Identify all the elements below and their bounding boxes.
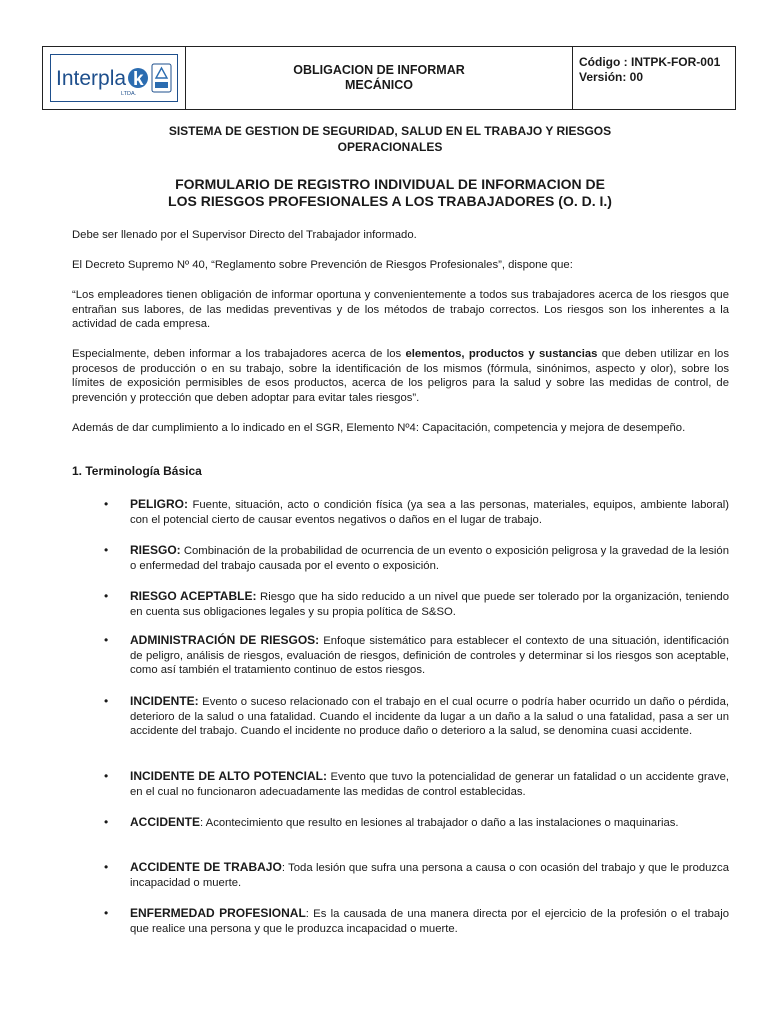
term-label: ACCIDENTE DE TRABAJO: [130, 860, 282, 874]
term-definition: : Es la causada de una manera directa por el ejercicio de la profesión o el trabajo que realice una persona y que le produzca incapacidad o muerte.: [130, 908, 729, 935]
term-label: INCIDENTE DE ALTO POTENCIAL:: [130, 769, 327, 783]
badge-bar: [155, 82, 168, 88]
company-logo: [50, 54, 178, 102]
paragraph-especialmente-a: Especialmente, deben informar a los trabajadores acerca de los: [72, 348, 406, 360]
bullet-icon: •: [104, 589, 109, 603]
form-title: [120, 176, 660, 210]
term-item: [104, 815, 729, 831]
term-definition: Fuente, situación, acto o condición física (ya sea a las personas, materiales, equipos, ambiente laboral) con el potencial cierto de causar eventos negativos o daños en el lugar de trabajo.: [130, 499, 729, 526]
header-title: [186, 47, 573, 109]
term-label: ADMINISTRACIÓN DE RIESGOS:: [130, 633, 320, 647]
header-title-line2: MECÁNICO: [344, 78, 414, 92]
paragraph-sgr: Además de dar cumplimiento a lo indicado en el SGR, Elemento Nº4: Capacitación, competencia y mejora de desempeño.: [72, 422, 686, 434]
term-label: INCIDENTE:: [130, 694, 199, 708]
term-item: [104, 906, 729, 936]
term-item: [104, 694, 729, 739]
logo-wordmark: Interpla: [56, 67, 127, 90]
term-text: [130, 906, 729, 936]
paragraph-especialmente-bold: elementos, productos y sustancias: [405, 348, 598, 360]
header-code-cell: [573, 47, 735, 109]
term-text: [130, 543, 729, 573]
term-text: [130, 694, 729, 739]
section-title: 1. Terminología Básica: [72, 464, 202, 478]
term-definition: : Toda lesión que sufra una persona a causa o con ocasión del trabajo y que le produzca incapacidad o muerte.: [130, 862, 729, 889]
interplak-logo: [53, 58, 175, 98]
term-definition: Enfoque sistemático para establecer el contexto de una situación, identificación de peligro, análisis de riesgos, evaluación de riesgos, definición de controles y determinar si los riesgos son aceptable, como así también el tratamiento continuo de estos riesgos.: [130, 635, 730, 677]
paragraph-supervisor: Debe ser llenado por el Supervisor Directo del Trabajador informado.: [72, 229, 417, 241]
term-definition: Combinación de la probabilidad de ocurrencia de un evento o exposición peligrosa y la gravedad de la lesión o enfermedad del trabajo causada por el evento o exposición.: [130, 545, 729, 572]
term-label: PELIGRO:: [130, 497, 189, 511]
bullet-icon: •: [104, 860, 109, 874]
bullet-icon: •: [104, 543, 109, 557]
term-text: [130, 769, 729, 799]
term-item: [104, 543, 729, 573]
logo-k: k: [133, 69, 144, 90]
paragraph-especialmente-c: que deben utilizar en los procesos de producción o en su trabajo, sobre la identificación de los mismos (fórmula, sinónimos, aspecto y olor), sobre los límites de exposición permisibles de esos productos, acerca de los peligros para la salud y sobre las medidas de control, de prevención y protección que deben adoptar para evitar tales riesgos”.: [72, 348, 729, 404]
bullet-icon: •: [104, 633, 109, 647]
term-label: RIESGO ACEPTABLE:: [130, 589, 257, 603]
form-title-line1: FORMULARIO DE REGISTRO INDIVIDUAL DE INFORMACION DE: [175, 176, 605, 192]
logo-ltda: LTDA.: [121, 91, 137, 97]
term-text: [130, 860, 729, 890]
term-item: [104, 633, 729, 678]
system-title: SISTEMA DE GESTION DE SEGURIDAD, SALUD EN EL TRABAJO Y RIESGOS OPERACIONALES: [168, 124, 612, 154]
document-code: Código : INTPK-FOR-001: [579, 55, 721, 69]
term-text: [130, 815, 729, 831]
paragraph-especialmente: [72, 347, 729, 405]
bullet-icon: •: [104, 694, 109, 708]
bullet-icon: •: [104, 497, 109, 511]
document-version: Versión: 00: [579, 70, 644, 84]
bullet-icon: •: [104, 906, 109, 920]
document-header: [42, 46, 736, 110]
form-title-line2: LOS RIESGOS PROFESIONALES A LOS TRABAJADORES (O. D. I.): [168, 193, 612, 209]
bullet-icon: •: [104, 769, 109, 783]
term-label: RIESGO:: [130, 543, 181, 557]
term-definition: Evento o suceso relacionado con el trabajo en el cual ocurre o podría haber ocurrido un daño o pérdida, deterioro de la salud o una fatalidad. Cuando el incidente da lugar a un daño a la salud o una fatalidad, pasa a ser un accidente del trabajo. Cuando el incidente no produce daño o deterioro a la salud, se denomina cuasi accidente.: [130, 696, 729, 738]
triangle-icon: [156, 68, 167, 78]
term-definition: Riesgo que ha sido reducido a un nivel que puede ser tolerado por la organización, teniendo en cuenta sus obligaciones legales y su propia política de S&SO.: [130, 591, 729, 618]
term-label: ACCIDENTE: [130, 815, 201, 829]
term-item: [104, 860, 729, 890]
bullet-icon: •: [104, 815, 109, 829]
logo-cell: [43, 47, 186, 109]
term-label: ENFERMEDAD PROFESIONAL: [130, 906, 306, 920]
term-definition: Evento que tuvo la potencialidad de generar un fatalidad o un accidente grave, en el cual no funcionaron adecuadamente las medidas de control establecidas.: [130, 771, 730, 798]
paragraph-decree: El Decreto Supremo Nº 40, “Reglamento sobre Prevención de Riesgos Profesionales”, dispone que:: [72, 259, 573, 271]
term-text: [130, 497, 729, 527]
term-item: [104, 497, 729, 527]
term-item: [104, 589, 729, 619]
paragraph-quote: “Los empleadores tienen obligación de informar oportuna y convenientemente a todos sus trabajadores acerca de los riesgos que entrañan sus labores, de las medidas preventivas y de los métodos de trabajo correctos. Los riesgos son los inherentes a la actividad de cada empresa.: [72, 289, 729, 331]
term-item: [104, 769, 729, 799]
term-text: [130, 589, 729, 619]
header-title-line1: OBLIGACION DE INFORMAR: [293, 63, 465, 77]
term-text: [130, 633, 729, 678]
term-definition: : Acontecimiento que resulto en lesiones al trabajador o daño a las instalaciones o maquinarias.: [200, 817, 679, 829]
